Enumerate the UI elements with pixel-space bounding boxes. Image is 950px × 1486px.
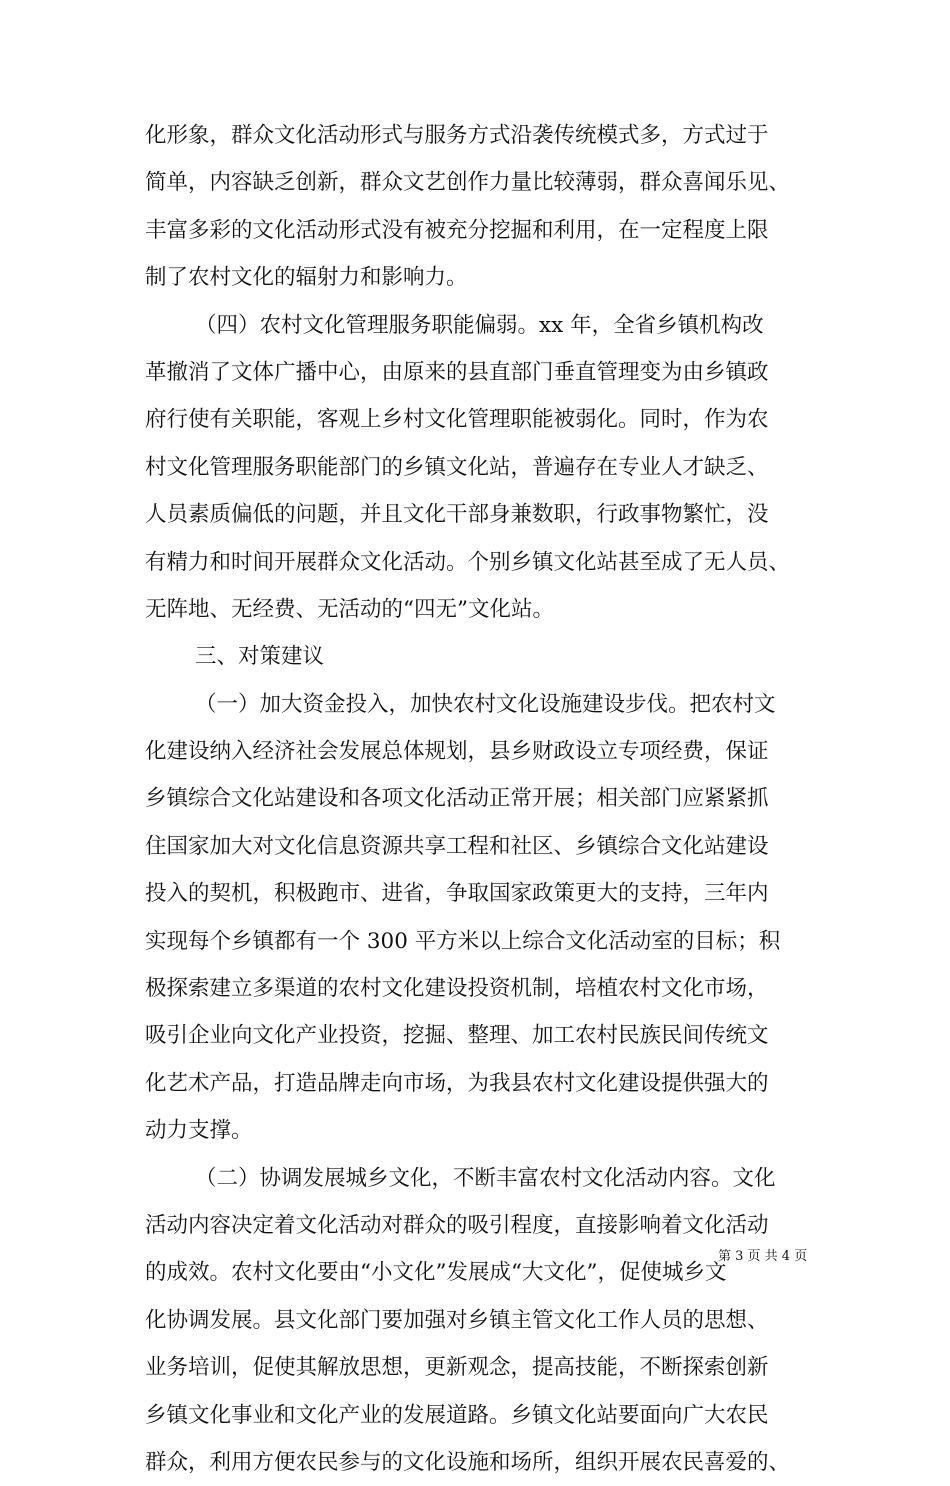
text-line: 业务培训，促使其解放思想，更新观念，提高技能，不断探索创新	[145, 1355, 769, 1381]
text-line: 乡镇综合文化站建设和各项文化活动正常开展；相关部门应紧紧抓	[145, 786, 769, 812]
text-line: 革撤消了文体广播中心，由原来的县直部门垂直管理变为由乡镇政	[145, 359, 769, 385]
paragraph-start-line: （二）协调发展城乡文化，不断丰富农村文化活动内容。文化	[195, 1165, 776, 1191]
text-line: 制了农村文化的辐射力和影响力。	[145, 265, 468, 291]
text-line: 吸引企业向文化产业投资，挖掘、整理、加工农村民族民间传统文	[145, 1023, 769, 1049]
text-line: 实现每个乡镇都有一个 300 平方米以上综合文化活动室的目标；积	[145, 928, 781, 954]
text-line: 群众，利用方便农民参与的文化设施和场所，组织开展农民喜爱的、	[145, 1449, 791, 1475]
paragraph-start-line: （一）加大资金投入，加快农村文化设施建设步伐。把农村文	[195, 691, 776, 717]
text-line: 乡镇文化事业和文化产业的发展道路。乡镇文化站要面向广大农民	[145, 1402, 769, 1428]
text-line: 的成效。农村文化要由“小文化”发展成“大文化”，促使城乡文	[145, 1260, 727, 1286]
text-line: 丰富多彩的文化活动形式没有被充分挖掘和利用，在一定程度上限	[145, 217, 769, 243]
text-line: 化协调发展。县文化部门要加强对乡镇主管文化工作人员的思想、	[145, 1307, 769, 1333]
text-line: 人员素质偏低的问题，并且文化干部身兼数职，行政事物繁忙，没	[145, 502, 769, 528]
text-line: 住国家加大对文化信息资源共享工程和社区、乡镇综合文化站建设	[145, 833, 769, 859]
paragraph-start-line: （四）农村文化管理服务职能偏弱。xx 年，全省乡镇机构改	[195, 312, 764, 338]
text-line: 动力支撑。	[145, 1118, 253, 1144]
text-line: 村文化管理服务职能部门的乡镇文化站，普遍存在专业人才缺乏、	[145, 454, 769, 480]
text-line: 投入的契机，积极跑市、进省，争取国家政策更大的支持，三年内	[145, 881, 769, 907]
page-number: 第 3 页 共 4 页	[718, 1249, 808, 1264]
text-line: 化艺术产品，打造品牌走向市场，为我县农村文化建设提供强大的	[145, 1070, 769, 1096]
text-line: 简单，内容缺乏创新，群众文艺创作力量比较薄弱，群众喜闻乐见、	[145, 170, 791, 196]
document-body	[145, 112, 815, 1486]
text-line: 化建设纳入经济社会发展总体规划，县乡财政设立专项经费，保证	[145, 739, 769, 765]
text-line: 化形象，群众文化活动形式与服务方式沿袭传统模式多，方式过于	[145, 123, 769, 148]
section-heading: 三、对策建议	[195, 644, 325, 670]
text-line: 极探索建立多渠道的农村文化建设投资机制，培植农村文化市场，	[145, 976, 769, 1002]
text-line: 活动内容决定着文化活动对群众的吸引程度，直接影响着文化活动	[145, 1212, 769, 1238]
text-line: 府行使有关职能，客观上乡村文化管理职能被弱化。同时，作为农	[145, 407, 769, 433]
text-line: 有精力和时间开展群众文化活动。个别乡镇文化站甚至成了无人员、	[145, 549, 791, 575]
text-line: 无阵地、无经费、无活动的“四无”文化站。	[145, 596, 554, 622]
